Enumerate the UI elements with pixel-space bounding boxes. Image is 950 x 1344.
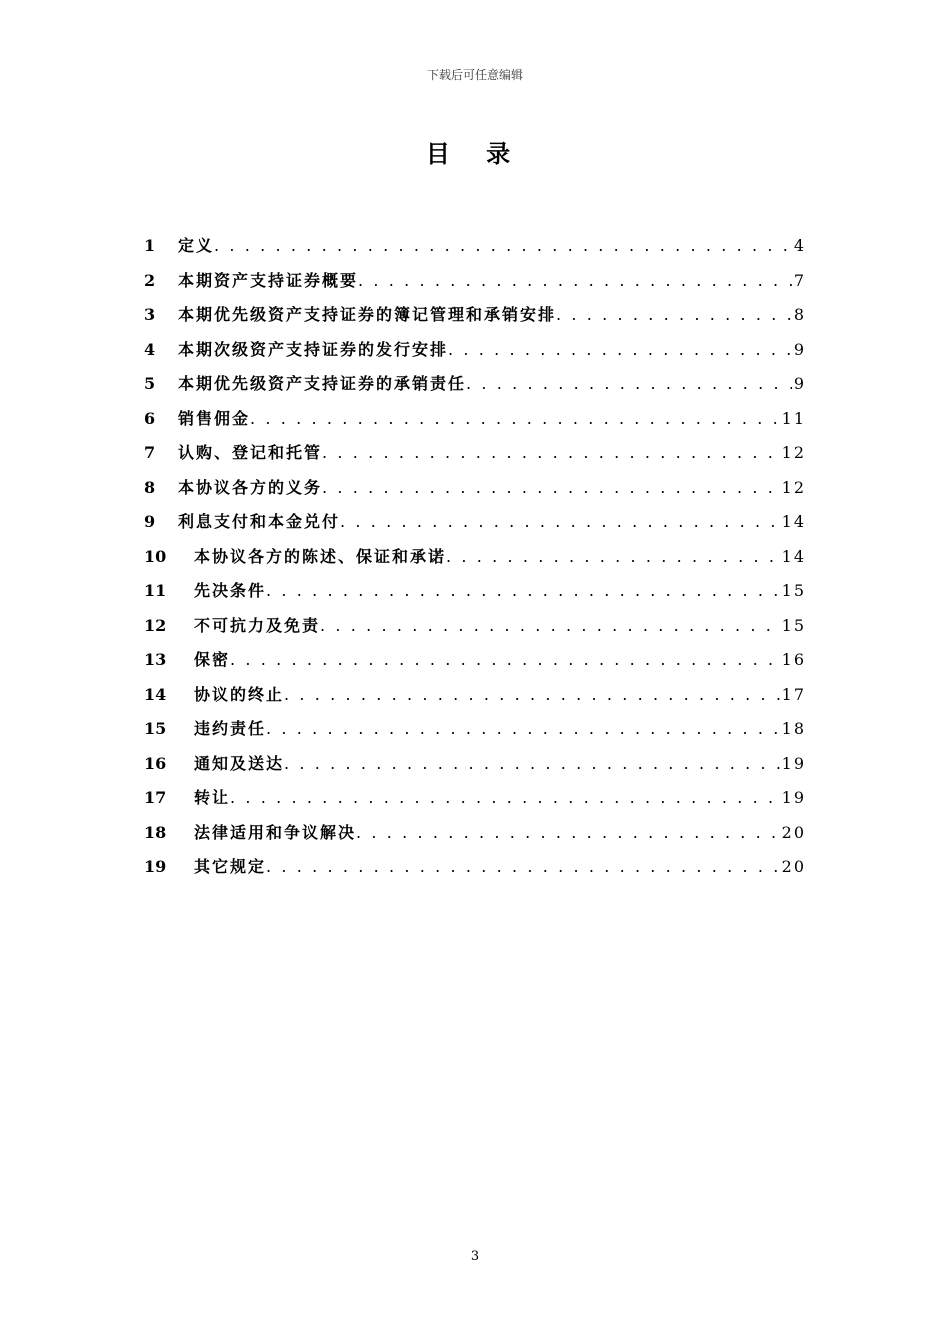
toc-number: 4 [144, 339, 156, 359]
toc-page: 20 [781, 822, 806, 842]
toc-page: 9 [793, 339, 806, 359]
toc-label: 不可抗力及免责 [194, 615, 321, 635]
toc-leader [320, 611, 780, 641]
toc-label: 利息支付和本金兑付 [178, 512, 341, 531]
toc-leader [340, 507, 780, 537]
toc-page: 14 [781, 546, 806, 566]
toc-page: 14 [781, 512, 806, 531]
toc-entry[interactable] [144, 818, 806, 853]
toc-leader [466, 369, 792, 399]
toc-leader [356, 818, 780, 848]
toc-page: 9 [793, 374, 806, 393]
toc-leader [230, 645, 780, 675]
toc-entry[interactable] [144, 576, 806, 611]
toc-label: 转让 [194, 788, 231, 807]
toc-number: 17 [144, 788, 167, 807]
toc-number: 8 [144, 477, 156, 497]
toc-entry[interactable] [144, 369, 806, 404]
toc-leader [446, 542, 780, 572]
toc-number: 18 [144, 822, 167, 842]
toc-label: 本协议各方的义务 [178, 477, 323, 497]
toc-entry[interactable] [144, 783, 806, 818]
toc-leader [284, 749, 780, 779]
toc-page: 19 [781, 788, 806, 807]
toc-page: 8 [793, 305, 806, 324]
toc-number: 5 [144, 374, 156, 393]
toc-label: 其它规定 [194, 857, 267, 876]
toc-leader [266, 852, 780, 882]
toc-page: 12 [781, 443, 806, 462]
toc-number: 14 [144, 684, 167, 704]
toc-page: 4 [793, 236, 806, 255]
toc-leader [556, 300, 792, 330]
toc-leader [266, 714, 780, 744]
toc-label: 本期次级资产支持证券的发行安排 [178, 339, 449, 359]
toc-label: 销售佣金 [178, 408, 251, 428]
toc-page: 11 [781, 408, 806, 428]
toc-entry[interactable] [144, 507, 806, 542]
toc-leader [322, 473, 780, 503]
toc-number: 13 [144, 650, 167, 669]
page-header: 下载后可任意编辑 [426, 68, 523, 82]
toc-page: 16 [781, 650, 806, 669]
toc-number: 9 [144, 512, 156, 531]
table-of-contents [144, 231, 806, 887]
toc-label: 协议的终止 [194, 684, 285, 704]
toc-number: 12 [144, 615, 167, 635]
toc-number: 11 [144, 581, 167, 600]
toc-entry[interactable] [144, 404, 806, 439]
toc-label: 先决条件 [194, 581, 267, 600]
toc-number: 10 [144, 546, 167, 566]
toc-label: 通知及送达 [194, 753, 285, 773]
toc-label: 保密 [194, 650, 231, 669]
toc-number: 16 [144, 753, 167, 773]
toc-leader [448, 335, 792, 365]
toc-label: 法律适用和争议解决 [194, 822, 357, 842]
toc-leader [230, 783, 780, 813]
toc-leader [358, 266, 792, 296]
toc-label: 违约责任 [194, 719, 267, 738]
toc-page: 15 [781, 615, 806, 635]
toc-entry[interactable] [144, 749, 806, 784]
toc-number: 3 [144, 305, 156, 324]
toc-leader [214, 231, 792, 261]
toc-leader [284, 680, 780, 710]
toc-entry[interactable] [144, 231, 806, 266]
toc-page: 7 [793, 270, 806, 290]
toc-page: 18 [781, 719, 806, 738]
toc-label: 认购、登记和托管 [178, 443, 323, 462]
page-number: 3 [470, 1249, 480, 1264]
toc-label: 定义 [178, 236, 215, 255]
toc-leader [266, 576, 780, 606]
toc-entry[interactable] [144, 266, 806, 301]
toc-entry[interactable] [144, 611, 806, 646]
toc-label: 本期资产支持证券概要 [178, 270, 359, 290]
toc-number: 15 [144, 719, 167, 738]
toc-page: 17 [781, 684, 806, 704]
toc-label: 本协议各方的陈述、保证和承诺 [194, 546, 447, 566]
toc-entry[interactable] [144, 542, 806, 577]
toc-number: 7 [144, 443, 156, 462]
toc-entry[interactable] [144, 680, 806, 715]
toc-label: 本期优先级资产支持证券的簿记管理和承销安排 [178, 305, 557, 324]
toc-leader [322, 438, 780, 468]
toc-label: 本期优先级资产支持证券的承销责任 [178, 374, 467, 393]
toc-entry[interactable] [144, 714, 806, 749]
toc-number: 2 [144, 270, 156, 290]
toc-leader [250, 404, 780, 434]
toc-page: 20 [781, 857, 806, 876]
page-title: 目 录 [425, 139, 525, 168]
toc-number: 6 [144, 408, 156, 428]
toc-page: 15 [781, 581, 806, 600]
toc-page: 19 [781, 753, 806, 773]
toc-number: 19 [144, 857, 167, 876]
toc-entry[interactable] [144, 473, 806, 508]
toc-entry[interactable] [144, 300, 806, 335]
toc-entry[interactable] [144, 438, 806, 473]
toc-number: 1 [144, 236, 156, 255]
toc-entry[interactable] [144, 645, 806, 680]
toc-entry[interactable] [144, 335, 806, 370]
toc-page: 12 [781, 477, 806, 497]
toc-entry[interactable] [144, 852, 806, 887]
